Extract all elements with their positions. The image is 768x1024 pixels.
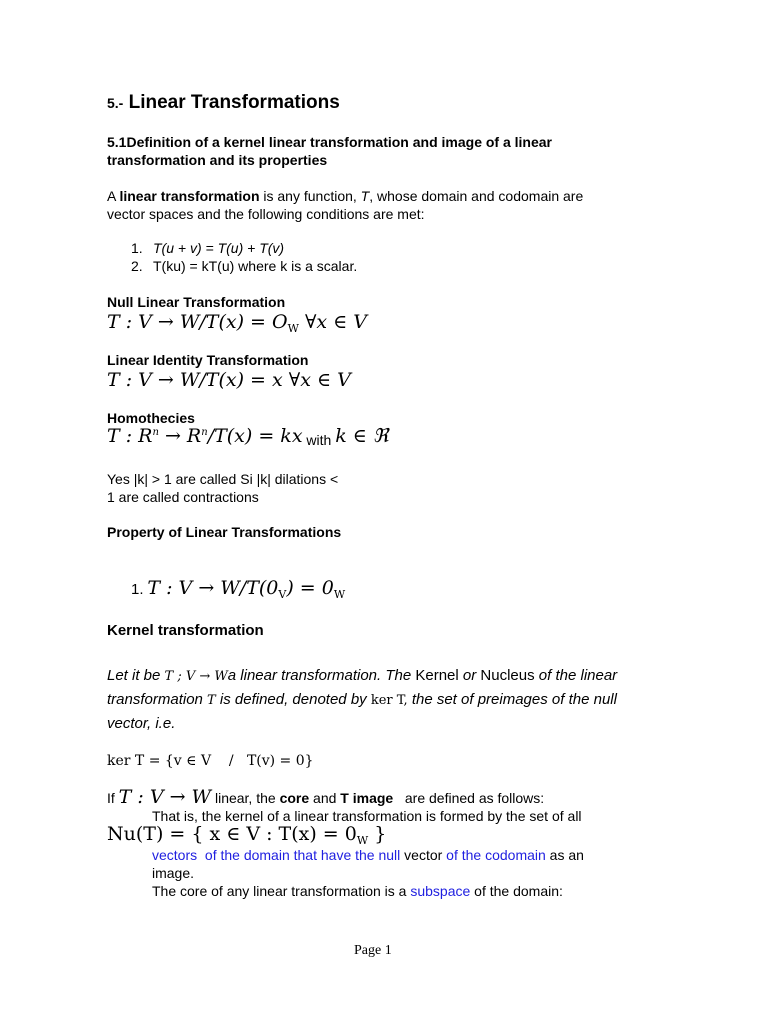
intro-rest2: , whose domain and codomain are [369,188,584,204]
kernel-p4: of the linear [534,667,618,684]
homothecies-label: Homothecies [107,410,195,426]
title-number: 5.- [107,95,124,111]
section-line1: Definition of a kernel linear transformation and image of a linear [126,134,552,150]
homo-exp1: n [152,427,159,438]
null-formula-main: T : V → W/T(x) = O [107,311,288,333]
identity-transformation-label: Linear Identity Transformation [107,352,309,368]
core-word: core [279,790,310,806]
core-if: If [107,790,119,806]
list-item-number: 2. [131,258,143,274]
nu-main: Nu(T) = { x ∈ V : T(x) = 0 [107,823,357,845]
kernel-word: Kernel [415,667,459,684]
kernel-m2: T [207,693,216,708]
homothecies-formula [107,425,388,448]
list-item-text: T(u + v) = T(u) + T(v) [153,240,285,256]
null-formula-sub: W [287,322,299,335]
property-f2: ) = 0 [286,577,334,599]
property-number: 1. [131,581,144,598]
section-number: 5.1 [107,134,127,150]
core-l5c: of the domain: [470,883,563,899]
homo-exp2: n [201,427,208,438]
core-line3 [152,847,584,863]
core-line4: image. [152,865,195,881]
nucleus-word: Nucleus [480,667,535,684]
core-line2: That is, the kernel of a linear transformation is formed by the set of all [152,808,582,824]
null-formula-tail: ∀x ∈ V [298,311,367,333]
homo-f4: k ∈ ℜ [335,425,389,447]
conditions-list [131,239,357,275]
intro-rest1: is any function, [259,188,361,204]
core-m1: T : V → W [118,786,212,808]
nu-sub: W [356,834,369,847]
intro-T: T [360,188,370,204]
core-v4: as an [545,847,584,863]
list-item-number: 1. [131,240,143,256]
intro-paragraph [107,187,583,223]
kernel-m1: T ; V → W [164,669,228,684]
null-transformation-label: Null Linear Transformation [107,294,286,310]
link-codomain[interactable]: of the codomain [446,847,546,863]
core-l5a: The core of any linear transformation is a [152,883,411,899]
kernel-p1: Let it be [107,667,165,684]
kernel-p6: is defined, denoted by [215,691,371,708]
link-subspace[interactable]: subspace [410,883,471,899]
dilations-line1: Yes |k| > 1 are called Si |k| dilations < [107,471,339,487]
homo-f2: → R [158,425,202,447]
title-text: Linear Transformations [128,92,340,113]
kernel-label: Kernel transformation [107,622,264,639]
homo-f1: T : R [107,425,153,447]
page-number: Page 1 [354,943,392,958]
nu-close: } [368,823,387,845]
property-label: Property of Linear Transformations [107,524,342,540]
kernel-definition-formula: ker T = {v ∈ V / T(v) = 0} [107,753,314,769]
list-item-text: T(ku) = kT(u) where k is a scalar. [153,258,358,274]
property-sub1: V [278,588,287,601]
list-item [131,239,357,257]
section-heading [107,133,552,169]
property-f1: T : V → W/T(0 [147,577,279,599]
core-and: and [309,790,341,806]
intro-term: linear transformation [119,188,260,204]
intro-line2: vector spaces and the following conditions are met: [107,206,425,222]
section-line2: transformation and its properties [107,152,328,168]
property-item [131,577,345,601]
kernel-p3: or [458,667,481,684]
page-title [107,92,340,114]
homo-with: with [306,432,332,448]
link-vectors-domain[interactable]: vectors of the domain that have the null [152,847,401,863]
core-line1 [107,786,544,808]
core-p2: are defined as follows: [393,790,545,806]
identity-transformation-formula: T : V → W/T(x) = x ∀x ∈ V [107,369,351,391]
core-v2: vector [400,847,447,863]
kernel-p5: transformation [107,691,208,708]
homo-f3: /T(x) = kx [207,425,303,447]
list-item [131,257,357,275]
dilations-text [107,470,338,506]
core-timage: T image [340,790,394,806]
kernel-m3: ker T, [370,693,408,708]
core-line5 [152,883,563,899]
kernel-p2: a linear transformation. The [227,667,416,684]
kernel-p7: the set of preimages of the null [407,691,617,708]
nu-formula [107,823,386,847]
kernel-p8: vector, i.e. [107,715,176,732]
dilations-line2: 1 are called contractions [107,489,259,505]
kernel-paragraph [107,664,617,735]
null-transformation-formula [107,311,367,335]
core-p1: linear, the [211,790,280,806]
intro-a: A [107,188,120,204]
property-sub2: W [333,588,346,601]
